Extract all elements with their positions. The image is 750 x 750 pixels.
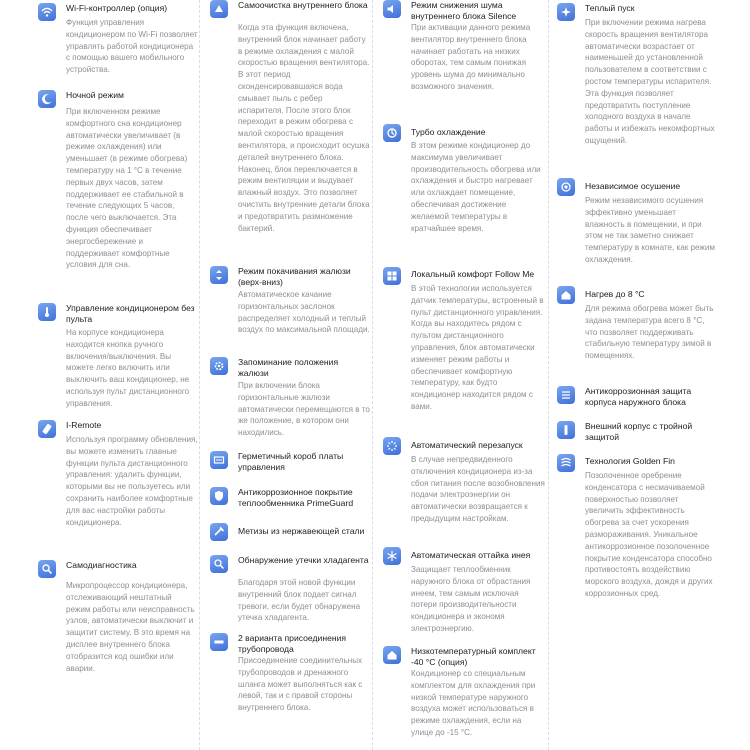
feature-description: При включенном режиме комфортного сна кондиционер автоматически увеличивает (в режиме охлаждения) или уменьшает (в режиме обогрева) температуру на 1 °C в течение первых двух часов, затем поддерживает ее стабильной в течение следующих 5 часов, после чего выключается. Эта функция обеспечивает энергосбережение и поддерживает комфортные условия для сна. — [66, 107, 188, 270]
feature-title: Wi-Fi-контроллер (опция) — [66, 3, 168, 13]
feature-title: Герметичный короб платы управления — [238, 451, 344, 472]
feature-title: Турбо охлаждение — [411, 127, 486, 137]
feature-description: Режим независимого осушения эффективно уменьшает влажность в помещении, и при этом не так заметно снижает температуру в комнате, как режим охлаждения. — [585, 196, 715, 264]
feature-description: Функция управления кондиционером по Wi-Fi позволяет управлять работой кондиционера с помощью вашего мобильного устройства. — [66, 18, 198, 75]
triple-protection-icon — [557, 421, 575, 439]
leak-detection-icon — [210, 555, 228, 573]
feature-description: В этом режиме кондиционер до максимума увеличивает производительность обогрева или охлаждения и быстро нагревает или охлаждает помещение, обеспечивая достижение желаемой температуры в кратчайшее время. — [411, 141, 541, 233]
feature-title: Низкотемпературный комплект -40 °С (опция) — [411, 646, 536, 667]
feature-description: На корпусе кондиционера находится кнопка ручного включения/выключения. Вы можете легко включить или выключить ваш кондиционер, не используя пульт дистанционного управления. — [66, 328, 190, 408]
magnifier-icon — [38, 560, 56, 578]
feature-title: I-Remote — [66, 420, 102, 430]
feature-title: 2 варианта присоединения трубопровода — [238, 633, 347, 654]
feature-title: Автоматический перезапуск — [411, 440, 523, 450]
feature-auto-restart — [383, 437, 545, 541]
feature-wifi-controller — [38, 3, 198, 83]
feature-louver-swing — [210, 266, 370, 350]
feature-description: При включении режима нагрева скорость вращения вентилятора автоматически возрастает от наименьшей до установленной пользователем в соответствии с ростом температуры испарителя. Эта функция позволяет предотвратить поступление холодного воздуха в начале работы и избежать некомфортных ощущений. — [585, 18, 715, 145]
restart-icon — [383, 437, 401, 455]
feature-independent-dehumidify — [557, 178, 717, 273]
feature-title: Внешний корпус с тройной защитой — [585, 421, 693, 442]
feature-description: Благодаря этой новой функции внутренний блок подает сигнал тревоги, если будет обнаружена утечка хладагента. — [238, 578, 361, 623]
feature-title: Режим снижения шума внутреннего блока Silence — [411, 0, 517, 21]
feature-title: Запоминание положения жалюзи — [238, 357, 339, 378]
column-divider — [548, 0, 549, 750]
feature-auto-defrost — [383, 547, 545, 639]
warm-start-icon — [557, 3, 575, 21]
feature-title: Технология Golden Fin — [585, 456, 675, 466]
feature-night-mode — [38, 90, 198, 295]
golden-fin-icon — [557, 454, 575, 472]
thermometer-icon — [38, 303, 56, 321]
feature-self-cleaning — [210, 0, 370, 262]
feature-title: Ночной режим — [66, 90, 124, 100]
feature-description: Для режима обогрева может быть задана температура всего 8 °C, что позволяет поддерживать стабильную температуру зимой в помещениях. — [585, 304, 714, 361]
feature-outdoor-anticorrosion — [557, 386, 717, 412]
feature-title: Самоочистка внутреннего блока — [238, 0, 368, 10]
feature-triple-protection-casing — [557, 421, 717, 447]
sealed-box-icon — [210, 451, 228, 469]
feature-description: При включении блока горизонтальные жалюзи автоматически перемещаются в то же положение, в котором они находились. — [238, 381, 370, 438]
feature-description: Кондиционер со специальным комплектом для охлаждения при низкой температуре наружного воздуха может использоваться в режиме охлаждения, если на улице до -15 °C. — [411, 669, 536, 737]
feature-description: Защищает теплообменник наружного блока от обрастания инеем, тем самым исключая потери производительности кондиционера и экономя электроэнергию. — [411, 565, 531, 633]
feature-turbo-cooling — [383, 124, 545, 254]
feature-control-without-remote — [38, 303, 198, 413]
feature-leak-detection — [210, 555, 370, 625]
feature-pipe-connection — [210, 633, 370, 733]
dehumidify-icon — [557, 178, 575, 196]
feature-description: Позолоченное оребрение конденсатора с несмачиваемой поверхностью позволяет увеличить эффективность обогрева за счет ускорения размораживания. Уникальное антикоррозионное позолоченное покрытие конденсатора способно противостоять воздействию морского воздуха, дождя и других коррозионных сред. — [585, 471, 713, 598]
feature-description: В случае непредвиденного отключения кондиционера из-за сбоя питания после возобновления подачи электроэнергии он автоматически возвращается к предыдущим настройкам. — [411, 455, 545, 523]
feature-title: Режим покачивания жалюзи (верх-вниз) — [238, 266, 351, 287]
feature-title: Автоматическая оттайка инея — [411, 550, 531, 560]
feature-description: Автоматическое качание горизонтальных заслонок распределяет холодный и теплый воздух по максимальной площади. — [238, 290, 370, 335]
feature-title: Антикоррозионное покрытие теплообменника PrimeGuard — [238, 487, 354, 508]
swing-arrows-icon — [210, 266, 228, 284]
feature-description: Присоединение соединительных трубопроводов и дренажного шланга может выполняться как с левой, так и с правой стороны внутреннего блока. — [238, 656, 363, 713]
feature-description: Микропроцессор кондиционера, отслеживающий нештатный режим работы или неисправность узлов, автоматически выключит и защитит систему. В это время на дисплее внутреннего блока отобразится код ошибки или аварии. — [66, 581, 195, 673]
heat-8-icon — [557, 286, 575, 304]
wifi-icon — [38, 3, 56, 21]
feature-follow-me — [383, 267, 545, 432]
feature-golden-fin — [557, 454, 717, 634]
feature-title: Антикоррозионная защита корпуса наружного блока — [585, 386, 692, 407]
follow-me-icon — [383, 267, 401, 285]
feature-title: Обнаружение утечки хладагента — [238, 555, 369, 565]
defrost-icon — [383, 547, 401, 565]
feature-silence-mode — [383, 0, 545, 110]
feature-primeguard-coating — [210, 487, 370, 513]
feature-description: Когда эта функция включена, внутренний блок начинает работу в режиме охлаждения с малой скоростью вращения вентилятора. В этот период сконденсировавшаяся вода смывает пыль с ребер испарителя. После этого блок переходит в режим обогрева с малой скоростью вращения вентилятора, и происходит осушка деталей внутреннего блока. Наконец, блок переключается в режим вентиляции и выдувает влажный воздух. Это позволяет очистить внутренние детали блока и предотвратить размножение бактерий. — [238, 23, 370, 233]
feature-title: Теплый пуск — [585, 3, 635, 13]
feature-sealed-control-box — [210, 451, 370, 477]
feature-heat-to-8 — [557, 286, 717, 381]
shield-icon — [210, 487, 228, 505]
remote-icon — [38, 420, 56, 438]
pipe-icon — [210, 633, 228, 651]
self-clean-icon — [210, 0, 228, 18]
anticorrosion-icon — [557, 386, 575, 404]
feature-warm-start — [557, 3, 717, 168]
gear-memory-icon — [210, 357, 228, 375]
feature-title: Метизы из нержавеющей стали — [238, 526, 365, 536]
feature-description: Используя программу обновления, вы можете изменить главные функции пульта дистанционного управления: удалить функции, которыми вы не пользуетесь или сохранить наиболее комфортные для вас настройки работы кондиционера. — [66, 435, 198, 527]
silent-speaker-icon — [383, 0, 401, 18]
feature-description: При активации данного режима вентилятор внутреннего блока начинает работать на низких оборотах, тем самым понижая уровень шума до минимально возможного значения. — [411, 23, 531, 91]
feature-description: В этой технологии используется датчик температуры, встроенный в пульт дистанционного управления. Когда вы находитесь рядом с пультом дистанционного управления, блок автоматически изменяет режим работы и обеспечивает комфортную температуру, как будто кондиционер находится рядом с вами. — [411, 284, 544, 411]
column-divider — [199, 0, 200, 750]
feature-title: Нагрев до 8 °C — [585, 289, 645, 299]
feature-i-remote — [38, 420, 198, 550]
low-temp-kit-icon — [383, 646, 401, 664]
feature-low-temp-kit — [383, 646, 545, 750]
feature-title: Локальный комфорт Follow Me — [411, 269, 535, 279]
moon-icon — [38, 90, 56, 108]
bolt-icon — [210, 523, 228, 541]
feature-stainless-fasteners — [210, 523, 370, 543]
feature-title: Управление кондиционером без пульта — [66, 303, 195, 324]
column-divider — [372, 0, 373, 750]
turbo-icon — [383, 124, 401, 142]
feature-title: Независимое осушение — [585, 181, 681, 191]
feature-self-diagnostics — [38, 560, 198, 700]
feature-title: Самодиагностика — [66, 560, 137, 570]
feature-louver-memory — [210, 357, 370, 443]
